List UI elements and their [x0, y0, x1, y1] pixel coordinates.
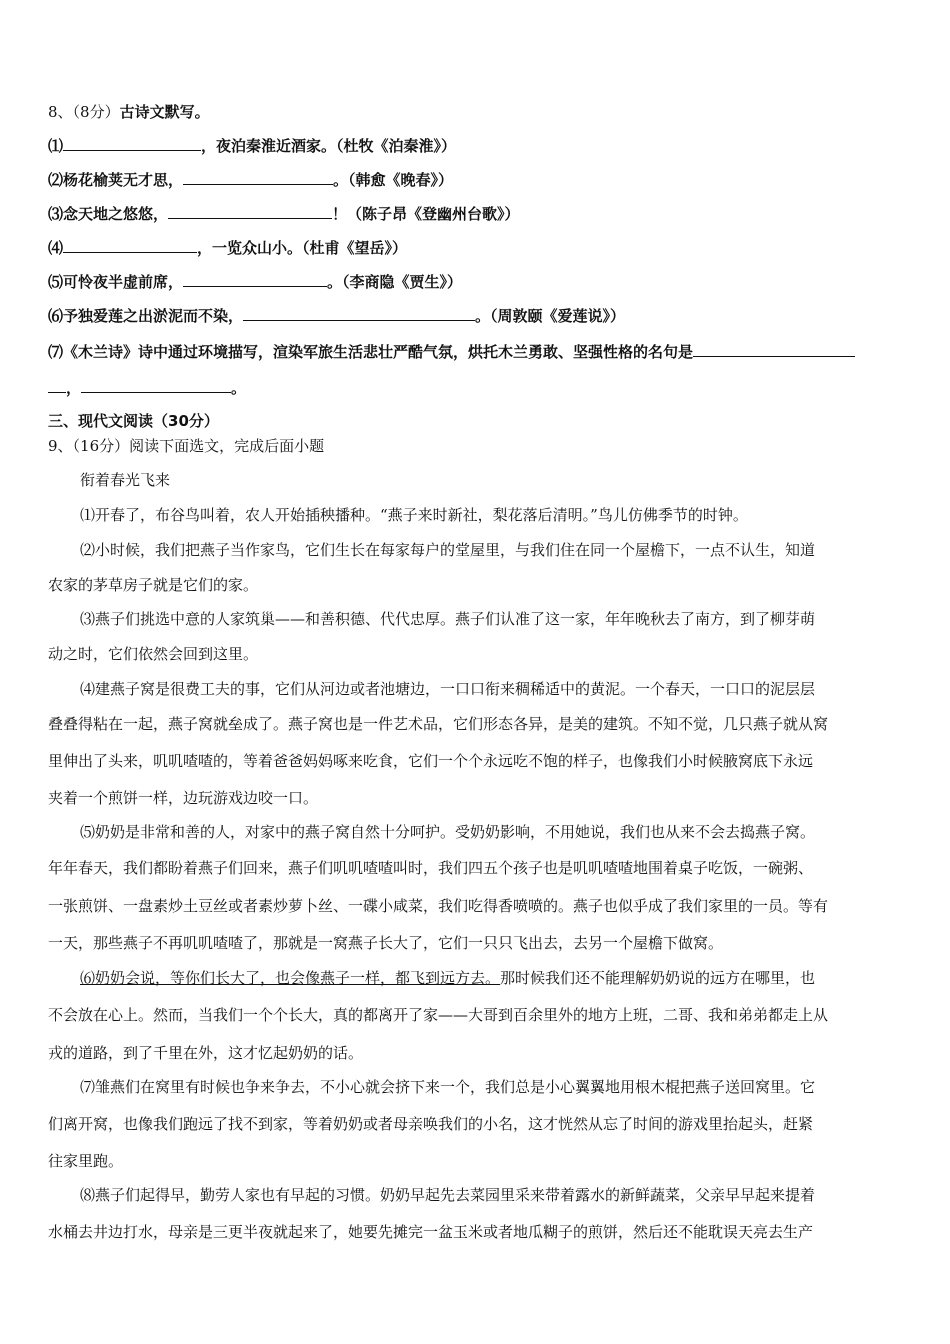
paragraph-line: 戎的道路，到了千里在外，这才忆起奶奶的话。 [48, 1044, 364, 1062]
paragraph-line: 水桶去井边打水，母亲是三更半夜就起来了，她要先摊完一盆玉米或者地瓜糊子的煎饼，然后还不能耽误天亮去生产 [48, 1223, 814, 1241]
answer-blank[interactable] [693, 342, 855, 357]
paragraph-line: 夹着一个煎饼一样，边玩游戏边咬一口。 [48, 789, 319, 807]
item-number: ⑴ [48, 137, 64, 155]
answer-blank[interactable] [63, 136, 201, 151]
paragraph-line: ⑶燕子们挑选中意的人家筑巢——和善积德、代代忠厚。燕子们认准了这一家，年年晚秋去了南方，到了柳芽萌 [80, 610, 816, 628]
paragraph-line: ⑸奶奶是非常和善的人，对家中的燕子窝自然十分呵护。受奶奶影响，不用她说，我们也从来不会去捣燕子窝。 [80, 823, 816, 841]
answer-blank[interactable] [48, 378, 66, 393]
q8-item-4 [48, 238, 908, 258]
paragraph-line: 年年春天，我们都盼着燕子们回来，燕子们叽叽喳喳叫时，我们四五个孩子也是叽叽喳喳地围着桌子吃饭，一碗粥、 [48, 859, 814, 877]
q9-header: 9、（16分）阅读下面选文，完成后面小题 [48, 437, 325, 455]
item-text-after: 。（李商隐《贾生》） [327, 273, 463, 291]
q8-number: 8、 [48, 103, 73, 121]
item-text-before: 予独爱莲之出淤泥而不染， [63, 307, 244, 325]
answer-blank[interactable] [183, 272, 327, 287]
item-text-after: 。（周敦颐《爱莲说》） [475, 307, 626, 325]
paragraph-line [80, 968, 815, 988]
answer-blank[interactable] [168, 204, 332, 219]
section-title: 三、现代文阅读（30分） [48, 412, 219, 430]
item-number: ⑶ [48, 205, 64, 223]
item-number: ⑸ [48, 273, 64, 291]
item-number: ⑹ [48, 307, 64, 325]
paragraph-line: ⑻燕子们起得早，勤劳人家也有早起的习惯。奶奶早起先去菜园里采来带着露水的新鲜蔬菜，父亲早早起来提着 [80, 1186, 816, 1204]
paragraph-line-rest: 那时候我们还不能理解奶奶说的远方在哪里，也 [500, 969, 816, 987]
answer-blank[interactable] [81, 378, 231, 393]
underlined-sentence: ⑹奶奶会说，等你们长大了，也会像燕子一样，都飞到远方去。 [80, 969, 501, 987]
item-text-before: 《木兰诗》诗中通过环境描写，渲染军旅生活悲壮严酷气氛，烘托木兰勇敢、坚强性格的名句是 [63, 343, 694, 361]
paragraph-line: ⑴开春了，布谷鸟叫着，农人开始插秧播种。“燕子来时新社，梨花落后清明。”鸟儿仿佛季节的时钟。 [80, 506, 748, 524]
answer-blank[interactable] [63, 238, 197, 253]
item-text-before: 可怜夜半虚前席， [63, 273, 184, 291]
paragraph-line: 农家的茅草房子就是它们的家。 [48, 576, 259, 594]
item-7-end: 。 [231, 379, 247, 397]
paragraph-line: ⑷建燕子窝是很费工夫的事，它们从河边或者池塘边，一口口衔来稠稀适中的黄泥。一个春天，一口口的泥层层 [80, 680, 816, 698]
q8-item-7 [48, 342, 908, 362]
item-number: ⑺ [48, 343, 64, 361]
q8-item-1 [48, 136, 908, 156]
q8-item-7-continued [48, 378, 908, 398]
q8-score: （8分） [72, 103, 120, 121]
item-number: ⑵ [48, 171, 64, 189]
paragraph-line: 们离开窝，也像我们跑远了找不到家，等着奶奶或者母亲唤我们的小名，这才恍然从忘了时间的游戏里抬起头，赶紧 [48, 1115, 814, 1133]
item-number: ⑷ [48, 239, 64, 257]
item-text-after: ，一览众山小。（杜甫《望岳》） [197, 239, 408, 257]
paragraph-line: 动之时，它们依然会回到这里。 [48, 645, 259, 663]
item-text-before: 杨花榆荚无才思， [63, 171, 184, 189]
paragraph-line: 一天，那些燕子不再叽叽喳喳了，那就是一窝燕子长大了，它们一只只飞出去，去另一个屋檐下做窝。 [48, 934, 724, 952]
answer-blank[interactable] [183, 170, 333, 185]
q8-title: 古诗文默写。 [119, 103, 210, 121]
paragraph-line: 往家里跑。 [48, 1152, 124, 1170]
paragraph-line: ⑵小时候，我们把燕子当作家鸟，它们生长在每家每户的堂屋里，与我们住在同一个屋檐下，一点不认生，知道 [80, 541, 816, 559]
q8-item-3 [48, 204, 908, 224]
paragraph-line: 叠叠得粘在一起，燕子窝就垒成了。燕子窝也是一件艺术品，它们形态各异，是美的建筑。不知不觉，几只燕子就从窝 [48, 715, 829, 733]
item-text-after: 。（韩愈《晚春》） [333, 171, 454, 189]
q8-header [48, 102, 908, 122]
item-text-after: ，夜泊秦淮近酒家。（杜牧《泊秦淮》） [201, 137, 457, 155]
paragraph-line: 里伸出了头来，叽叽喳喳的，等着爸爸妈妈啄来吃食，它们一个个永远吃不饱的样子，也像我们小时候腋窝底下永远 [48, 752, 814, 770]
paragraph-line: ⑺雏燕们在窝里有时候也争来争去，不小心就会挤下来一个，我们总是小心翼翼地用根木棍把燕子送回窝里。它 [80, 1078, 816, 1096]
paragraph-line: 不会放在心上。然而，当我们一个个长大，真的都离开了家——大哥到百余里外的地方上班，二哥、我和弟弟都走上从 [48, 1006, 829, 1024]
q8-item-2 [48, 170, 908, 190]
article-title: 衔着春光飞来 [80, 471, 171, 489]
q8-item-6 [48, 306, 908, 326]
item-7-separator: ， [66, 379, 82, 397]
q8-item-5 [48, 272, 908, 292]
answer-blank[interactable] [243, 306, 475, 321]
paragraph-line: 一张煎饼、一盘素炒土豆丝或者素炒萝卜丝、一碟小咸菜，我们吃得香喷喷的。燕子也似乎成了我们家里的一员。等有 [48, 897, 829, 915]
item-text-after: ！（陈子昂《登幽州台歌》） [332, 205, 520, 223]
item-text-before: 念天地之悠悠， [63, 205, 169, 223]
